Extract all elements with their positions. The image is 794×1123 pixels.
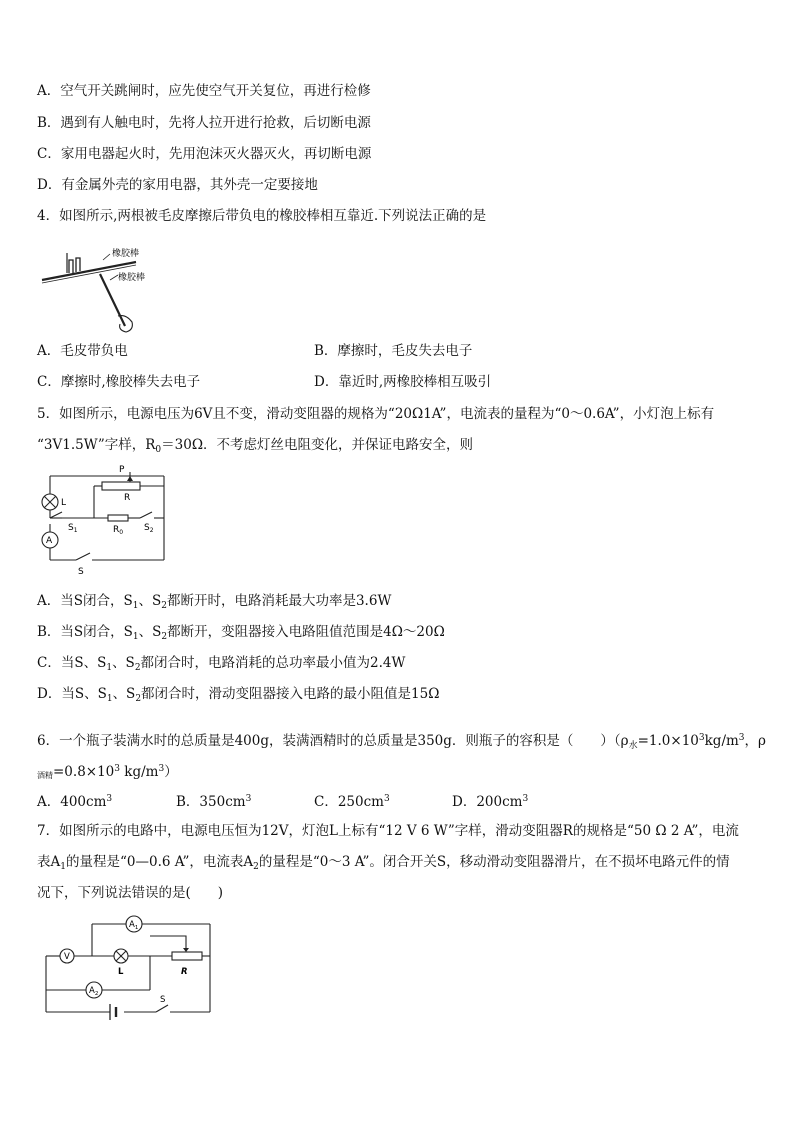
q7-fig-voltmeter-v: V — [64, 952, 70, 962]
q5-stem-line1: 5．如图所示，电源电压为6V且不变，滑动变阻器的规格为“20Ω1A”，电流表的量程为“0～0.6A”，小灯泡上标有 — [37, 406, 715, 422]
q5-option-b: B．当S闭合，$S_1$、$S_2$都断开，变阻器接入电路阻值范围是4Ω～20Ω — [37, 624, 445, 642]
q7-stem-line2: 表$A_1$的量程是“0—0.6 A”，电流表$A_2$的量程是“0～3 A”。闭合开关S，移动滑动变阻器滑片，在不损坏电路元件的情 — [37, 854, 730, 872]
q5-stem-line2: “3V1.5W”字样，$R_0=30\Omega$．不考虑灯丝电阻变化，并保证电路安全，则 — [37, 437, 474, 455]
q7-fig-ammeter-a2: $A_2$ — [89, 986, 99, 997]
q5-circuit-figure — [36, 464, 176, 580]
q5-fig-switch-s: S — [78, 567, 84, 577]
q7-stem-line3: 况下，下列说法错误的是( ) — [37, 885, 224, 901]
q5-fig-ammeter: A — [46, 536, 53, 546]
q5-option-a: A．当S闭合，$S_1$、$S_2$都断开时，电路消耗最大功率是3.6W — [37, 593, 392, 611]
q5-option-d: D．当S、$S_1$、$S_2$都闭合时，滑动变阻器接入电路的最小阻值是15Ω — [37, 686, 440, 704]
q4-fig-label-top: 橡胶棒 — [112, 249, 140, 259]
q3-option-a: A．空气开关跳闸时，应先使空气开关复位，再进行检修 — [37, 83, 371, 99]
q4-option-c: C．摩擦时,橡胶棒失去电子 — [37, 374, 201, 390]
q6-stem-line1: 6．一个瓶子装满水时的总质量是400g，装满酒精时的总质量是350g．则瓶子的容积是（ ）（$\rho_水=1.0\times 10^3kg/m^3$，ρ — [37, 733, 766, 751]
q6-option-b: B．$350cm^3$ — [176, 794, 252, 810]
q3-option-c: C．家用电器起火时，先用泡沫灭火器灭火，再切断电源 — [37, 146, 372, 162]
q4-fig-label-bottom: 橡胶棒 — [118, 273, 146, 283]
q6-stem-line2: $_{酒精}=0.8\times 10^3$ $kg/m^3$） — [37, 764, 178, 780]
q7-fig-switch-s: S — [160, 995, 166, 1005]
q7-stem-line1: 7．如图所示的电路中，电源电压恒为12V，灯泡L上标有“12 V 6 W”字样，滑动变阻器R的规格是“50 Ω 2 A”，电流 — [37, 823, 739, 839]
q7-fig-rheostat-r: R — [181, 967, 188, 977]
q5-option-c: C．当S、$S_1$、$S_2$都闭合时，电路消耗的总功率最小值为2.4W — [37, 655, 406, 673]
q5-fig-r0: $R_0$ — [113, 525, 124, 536]
q6-option-a: A．$400cm^3$ — [37, 794, 113, 810]
q5-fig-s2: $S_2$ — [144, 523, 154, 534]
q4-stem: 4．如图所示,两根被毛皮摩擦后带负电的橡胶棒相互靠近.下列说法正确的是 — [37, 208, 487, 224]
q7-fig-ammeter-a1: $A_1$ — [129, 920, 139, 931]
q4-option-b: B．摩擦时，毛皮失去电子 — [314, 343, 473, 359]
q7-circuit-figure — [40, 912, 220, 1032]
q4-rods-figure — [40, 240, 150, 340]
q3-option-d: D．有金属外壳的家用电器，其外壳一定要接地 — [37, 177, 318, 193]
q7-fig-lamp-l: L — [118, 967, 124, 977]
q6-option-c: C．$250cm^3$ — [314, 794, 390, 810]
q6-option-d: D．$200cm^3$ — [452, 794, 529, 810]
q5-fig-slider-p: P — [119, 465, 125, 475]
q3-option-b: B．遇到有人触电时，先将人拉开进行抢救，后切断电源 — [37, 115, 371, 131]
q5-fig-s1: $S_1$ — [68, 523, 78, 534]
q5-fig-resistor-r: R — [124, 493, 131, 503]
q4-option-d: D．靠近时,两橡胶棒相互吸引 — [314, 374, 492, 390]
q5-fig-lamp-l: L — [61, 498, 67, 508]
q4-option-a: A．毛皮带负电 — [37, 343, 128, 359]
